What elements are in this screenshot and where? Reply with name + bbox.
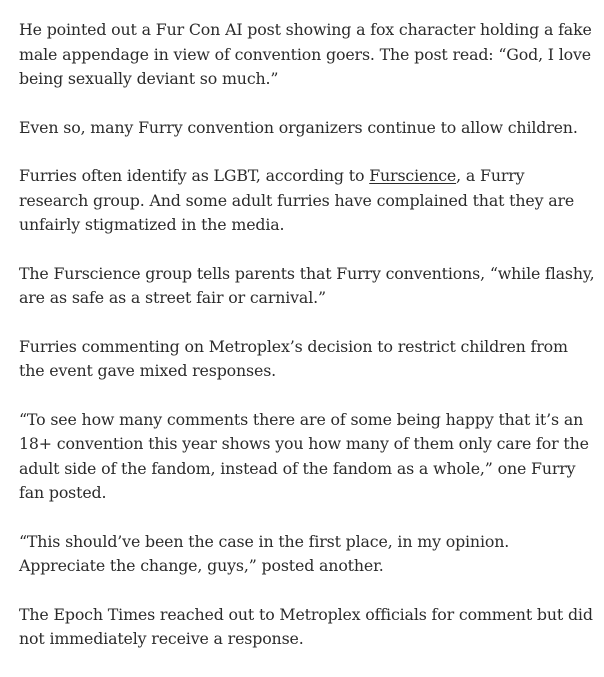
paragraph-lgbt [19,164,598,238]
paragraph-quote-two: “This should’ve been the case in the first place, in my opinion. Appreciate the change, guys,” posted another. [19,531,510,575]
paragraph-mixed-responses: Furries commenting on Metroplex’s decision to restrict children from the event gave mixed responses. [19,336,568,380]
furscience-link[interactable]: Furscience [369,166,457,185]
paragraph-quote-one: “To see how many comments there are of some being happy that it’s an 18+ convention this year shows you how many of them only care for the adult side of the fandom, instead of the fandom as a whole,” one Furry fan posted. [19,409,589,502]
paragraph-organizers: Even so, many Furry convention organizers continue to allow children. [19,117,578,137]
paragraph-furscience-safety: The Furscience group tells parents that Furry conventions, “while flashy, are as safe as a street fair or carnival.” [19,263,595,307]
paragraph-fox-post: He pointed out a Fur Con AI post showing a fox character holding a fake male appendage in view of convention goers. The post read: “God, I love being sexually deviant so much.” [19,20,592,88]
paragraph-lgbt-start: Furries often identify as LGBT, according to [19,166,370,185]
paragraph-epoch-times: The Epoch Times reached out to Metroplex officials for comment but did not immediately receive a response. [19,604,593,648]
paragraph-lgbt-end: , a Furry research group. And some adult furries have complained that they are unfairly stigmatized in the media. [19,166,575,234]
